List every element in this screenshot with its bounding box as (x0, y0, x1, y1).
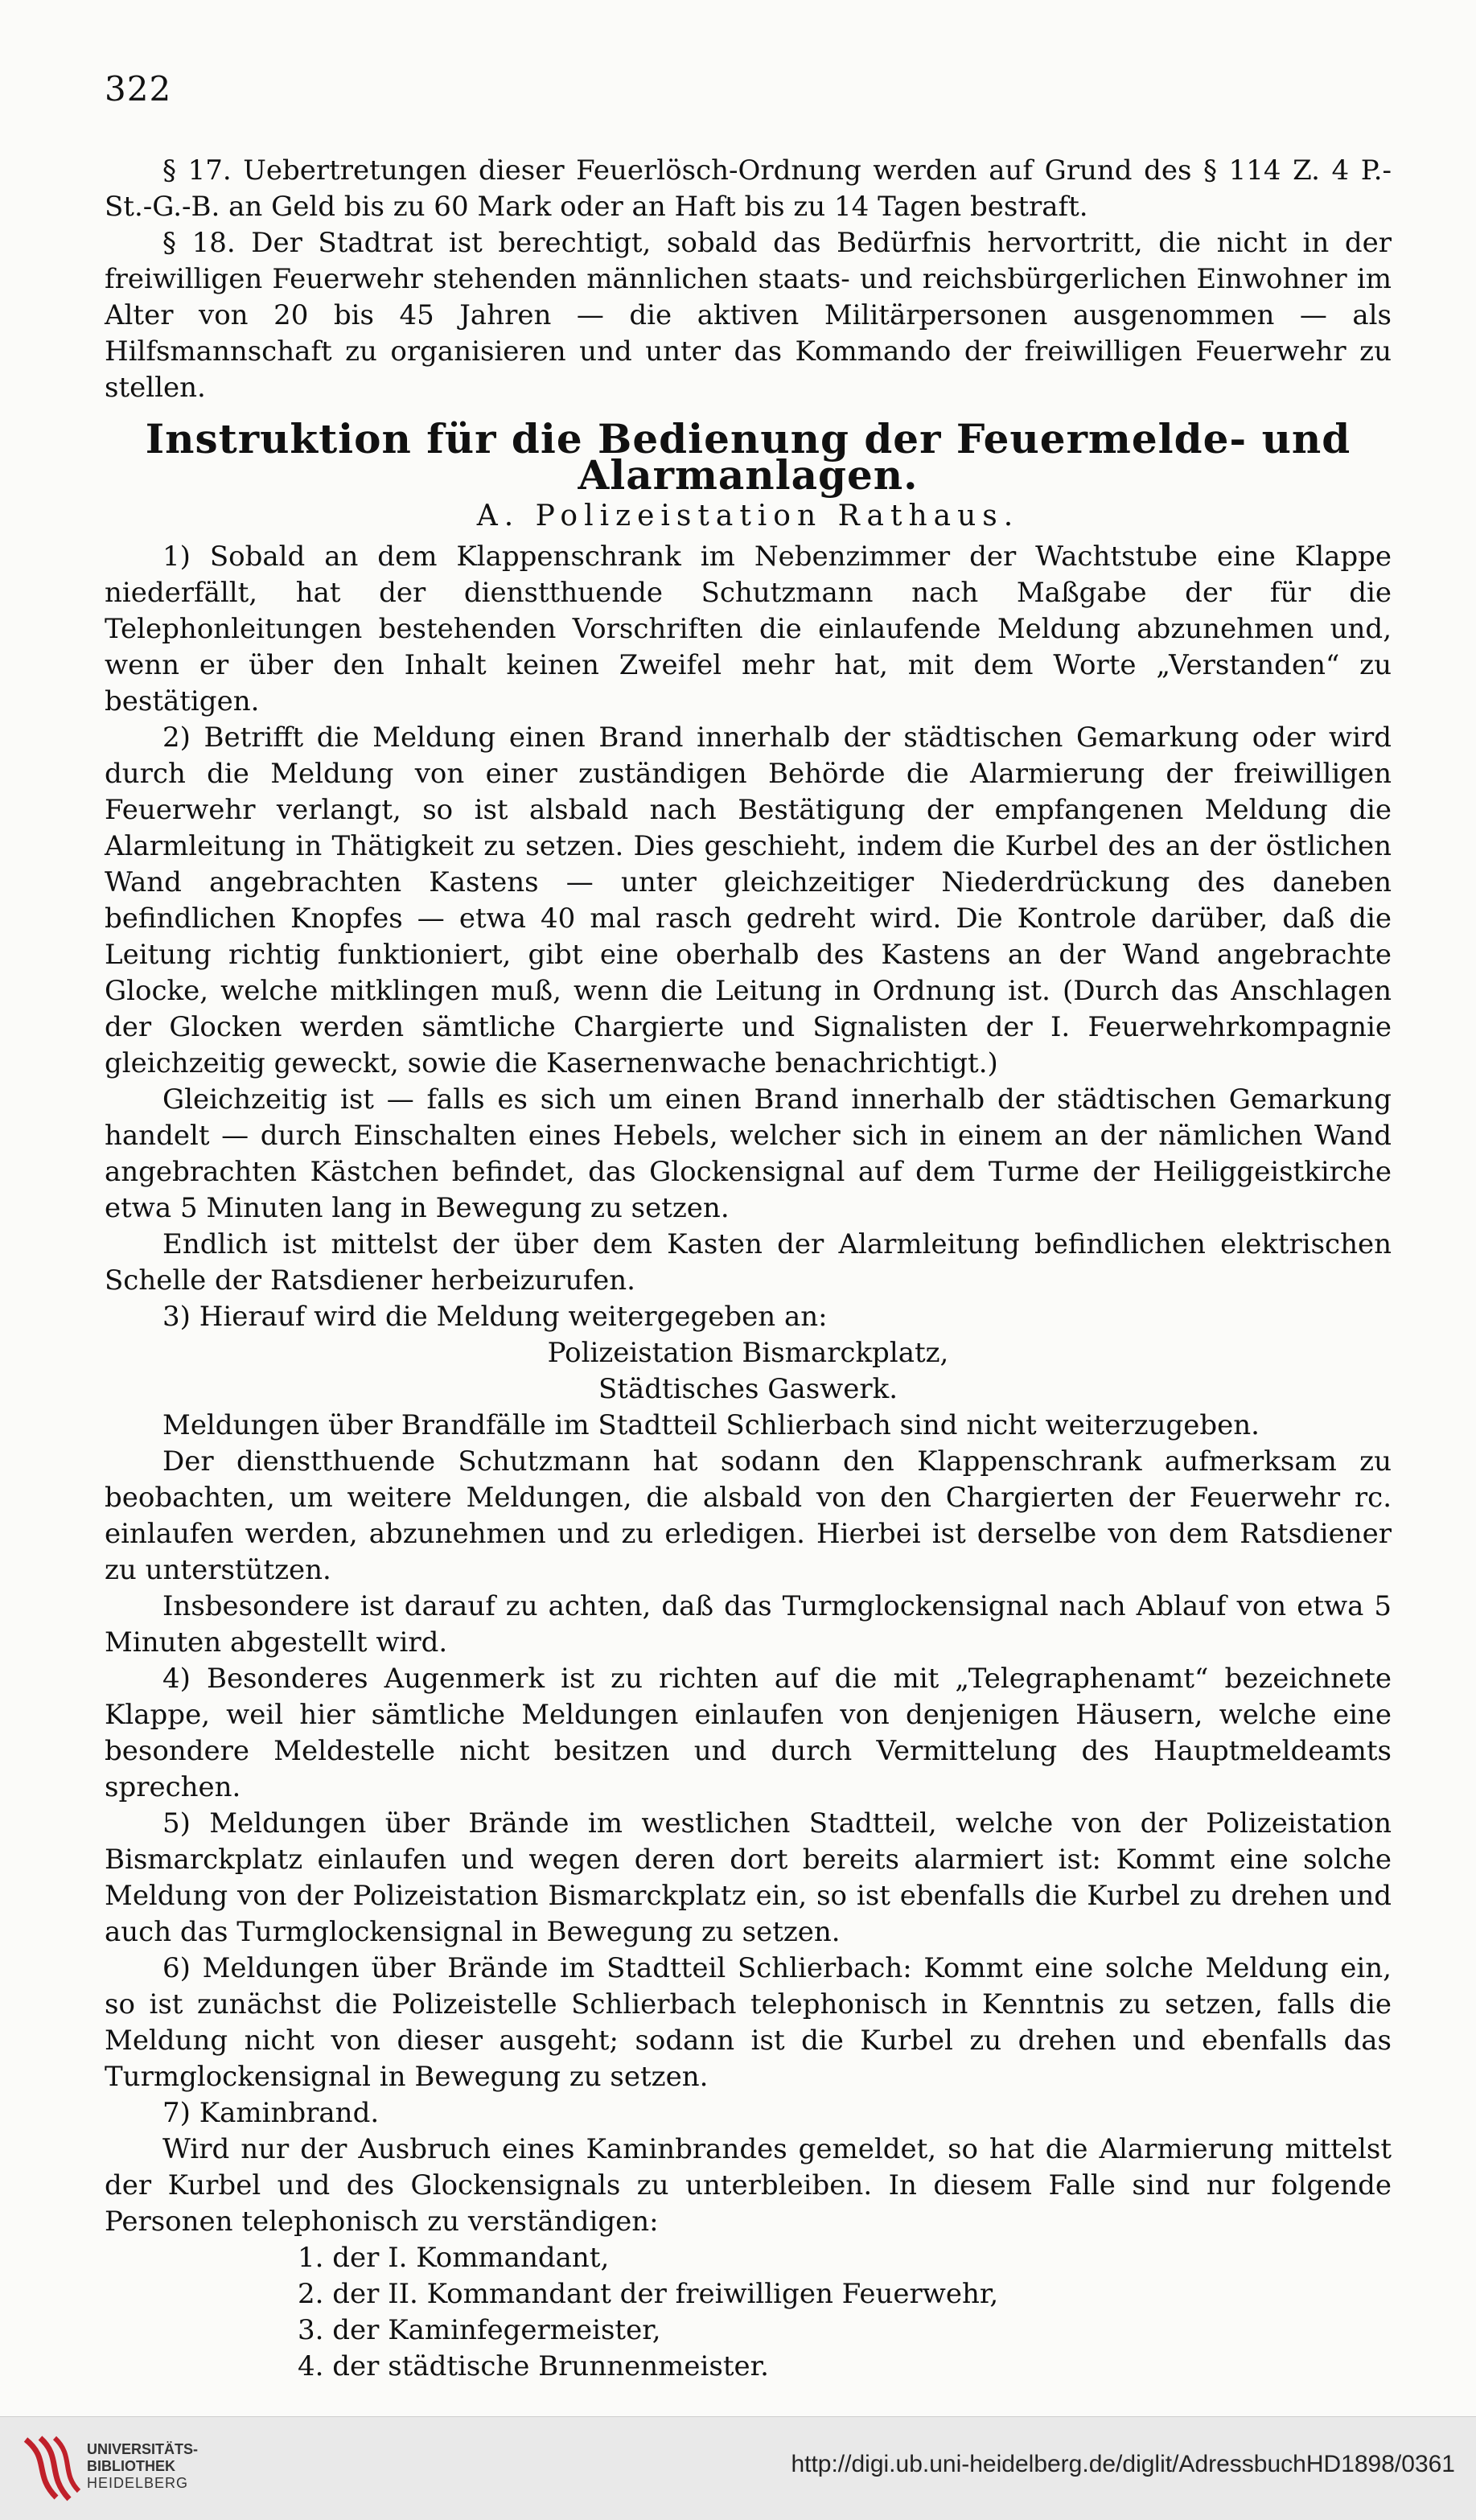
paragraph-2: 2) Betrifft die Meldung einen Brand innerhalb der städtischen Gemarkung oder wird durch die Meldung von einer zuständigen Behörde die Alarmierung der freiwilligen Feuerwehr verlangt, so ist alsbald nach Bestätigung der empfangenen Meldung die Alarmleitung in Thätigkeit zu setzen. Dies geschieht, indem die Kurbel des an der östlichen Wand angebrachten Kastens — unter gleichzeitiger Niederdrückung des daneben befindlichen Knopfes — etwa 40 mal rasch gedreht wird. Die Kontrole darüber, daß die Leitung richtig funktioniert, gibt eine oberhalb des Kastens an der Wand angebrachte Glocke, welche mitklingen muß, wenn die Leitung in Ordnung ist. (Durch das Anschlagen der Glocken werden sämtliche Chargierte und Signalisten der I. Feuerwehrkompagnie gleichzeitig geweckt, sowie die Kasernenwache benachrichtigt.) (105, 721, 1392, 1079)
paragraph-12: 7) Kaminbrand. (162, 2097, 380, 2129)
section-subtitle: A. Polizeistation Rathaus. (476, 499, 1020, 532)
paragraph-6: Meldungen über Brandfälle im Stadtteil Schlierbach sind nicht weiterzugeben. (162, 1409, 1260, 1441)
paragraph-1: 1) Sobald an dem Klappenschrank im Nebenzimmer der Wachtstube eine Klappe niederfällt, hat der dienstthuende Schutzmann nach Maßgabe der für die Telephonleitungen bestehenden Vorschriften die einlaufende Meldung abzunehmen und, wenn er über den Inhalt keinen Zweifel mehr hat, mit dem Worte „Verstanden“ zu bestätigen. (105, 541, 1392, 717)
university-logo-icon (18, 2435, 82, 2502)
footer-bar (0, 2416, 1476, 2520)
list-item: 4. der städtische Brunnenmeister. (298, 2350, 769, 2382)
recipient-2: Städtisches Gaswerk. (598, 1373, 898, 1405)
paragraph-10: 5) Meldungen über Brände im westlichen Stadtteil, welche von der Polizeistation Bismarckplatz einlaufen und wegen deren dort bereits alarmiert ist: Kommt eine solche Meldung von der Polizeistation Bismarckplatz ein, so ist ebenfalls die Kurbel zu drehen und auch das Turmglockensignal in Bewegung zu setzen. (105, 1807, 1392, 1948)
section-17: § 17. Uebertretungen dieser Feuerlösch-Ordnung werden auf Grund des § 114 Z. 4 P.-St.-G.-B. an Geld bis zu 60 Mark oder an Haft bis zu 14 Tagen bestraft. (105, 154, 1392, 223)
page-body (105, 153, 1392, 2385)
paragraph-5: 3) Hierauf wird die Meldung weitergegeben an: (162, 1301, 828, 1333)
paragraph-3: Gleichzeitig ist — falls es sich um einen Brand innerhalb der städtischen Gemarkung handelt — durch Einschalten eines Hebels, welcher sich in einem an der nämlichen Wand angebrachten Kästchen befindet, das Glockensignal auf dem Turme der Heiliggeistkirche etwa 5 Minuten lang in Bewegung zu setzen. (105, 1083, 1392, 1224)
paragraph-8: Insbesondere ist darauf zu achten, daß das Turmglockensignal nach Ablauf von etwa 5 Minuten abgestellt wird. (105, 1590, 1392, 1659)
document-title: Instruktion für die Bedienung der Feuermelde- und Alarmanlagen. (145, 415, 1351, 499)
list-item: 3. der Kaminfegermeister, (298, 2314, 661, 2346)
section-18: § 18. Der Stadtrat ist berechtigt, sobald das Bedürfnis hervortritt, die nicht in der freiwilligen Feuerwehr stehenden männlichen staats- und reichsbürgerlichen Einwohner im Alter von 20 bis 45 Jahren — die aktiven Militärpersonen ausgenommen — als Hilfsmannschaft zu organisieren und unter das Kommando der freiwilligen Feuerwehr zu stellen. (105, 227, 1392, 404)
library-name: UNIVERSITÄTS- BIBLIOTHEK HEIDELBERG (87, 2441, 199, 2491)
paragraph-11: 6) Meldungen über Brände im Stadtteil Schlierbach: Kommt eine solche Meldung ein, so ist zunächst die Polizeistelle Schlierbach telephonisch in Kenntnis zu setzen, falls die Meldung nicht von dieser ausgeht; sodann ist die Kurbel zu drehen und ebenfalls das Turmglockensignal in Bewegung zu setzen. (105, 1952, 1392, 2093)
list-item: 2. der II. Kommandant der freiwilligen Feuerwehr, (298, 2278, 999, 2310)
paragraph-4: Endlich ist mittelst der über dem Kasten der Alarmleitung befindlichen elektrischen Schelle der Ratsdiener herbeizurufen. (105, 1228, 1392, 1297)
page-number: 322 (105, 69, 172, 109)
list-item: 1. der I. Kommandant, (298, 2242, 610, 2274)
contact-list (105, 2240, 1392, 2385)
paragraph-9: 4) Besonderes Augenmerk ist zu richten auf die mit „Telegraphenamt“ bezeichnete Klappe, weil hier sämtliche Meldungen einlaufen von denjenigen Häusern, welche eine besondere Meldestelle nicht besitzen und durch Vermittelung des Hauptmeldeamts sprechen. (105, 1663, 1392, 1803)
paragraph-7: Der dienstthuende Schutzmann hat sodann den Klappenschrank aufmerksam zu beobachten, um weitere Meldungen, die alsbald von den Chargierten der Feuerwehr rc. einlaufen werden, abzunehmen und zu erledigen. Hierbei ist derselbe von dem Ratsdiener zu unterstützen. (105, 1445, 1392, 1586)
source-url-link[interactable]: http://digi.ub.uni-heidelberg.de/diglit/AdressbuchHD1898/0361 (791, 2451, 1455, 2477)
paragraph-13: Wird nur der Ausbruch eines Kaminbrandes gemeldet, so hat die Alarmierung mittelst der Kurbel und des Glockensignals zu unterbleiben. In diesem Falle sind nur folgende Personen telephonisch zu verständigen: (105, 2133, 1392, 2238)
recipient-1: Polizeistation Bismarckplatz, (547, 1337, 949, 1369)
